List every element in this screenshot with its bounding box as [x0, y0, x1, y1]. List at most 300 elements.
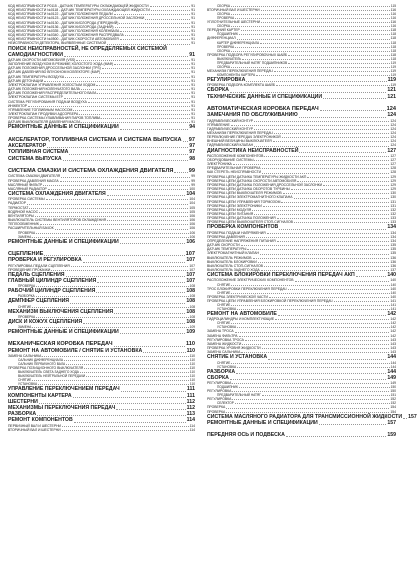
toc-dot-leader: [42, 356, 188, 357]
toc-page-number: 127: [390, 162, 396, 167]
toc-page-number: 106: [189, 213, 195, 218]
toc-dot-leader: [241, 30, 390, 31]
toc-entry-title: СИСТЕМА СМАЗКИ И СИСТЕМА ОХЛАЖДЕНИЯ ДВИГАТЕЛЯ: [8, 167, 174, 174]
toc-dot-leader: [32, 380, 189, 381]
toc-entry-title: ЗАМЕНА: [18, 325, 32, 330]
toc-entry-title: УПРАВЛЕНИЕ: [207, 122, 230, 127]
toc-dot-leader: [242, 344, 389, 345]
toc-dot-leader: [73, 110, 190, 111]
toc-page-number: 119: [390, 68, 396, 73]
toc-page-number: 104: [186, 191, 195, 198]
toc-dot-leader: [239, 387, 390, 388]
toc-page-number: 91: [191, 95, 195, 100]
toc-dot-leader: [246, 237, 390, 238]
toc-entry-title: РАБОЧИЙ ЦИЛИНДР СЦЕПЛЕНИЯ: [8, 288, 96, 295]
toc-dot-leader: [83, 262, 186, 263]
toc-dot-leader: [97, 282, 185, 283]
toc-page-number: 134: [390, 234, 396, 239]
toc-entry-title: ТРОС БЛОКИРОВКИ ПЕРЕКЛЮЧЕНИЯ ПЕРЕДАЧ: [207, 286, 287, 291]
toc-entry-title: ЭЛЕКТРОМАГНИТНЫЙ КЛАПАН: [207, 251, 259, 256]
toc-dot-leader: [261, 10, 390, 11]
toc-entry-title: РЕГУЛИРОВКА: [207, 397, 232, 402]
toc-page-number: 143: [390, 350, 396, 355]
toc-dot-leader: [281, 202, 389, 203]
toc-dot-leader: [267, 233, 390, 234]
toc-entry-title: САМОДИАГНОСТИКИ: [8, 51, 63, 58]
toc-dot-leader: [239, 34, 390, 35]
toc-dot-leader: [233, 164, 390, 165]
toc-entry-title: МЕХАНИЗМ ПЕРЕКЛЮЧЕНИЯ ПЕРЕДАЧ: [207, 68, 273, 73]
toc-entry-title: ТЕХНИЧЕСКИЕ ДАННЫЕ И СПЕЦИФИКАЦИИ: [207, 93, 323, 100]
toc-dot-leader: [231, 305, 389, 306]
toc-dot-leader: [261, 22, 390, 23]
toc-entry-title: ВНЕШНИЙ ВЕЛИЧИНЫ ВЫКЛЮЧАТЕЛЯ: [207, 139, 272, 144]
toc-entry-title: ПЕРВИЧНЫЙ ВАЛ И ШЕСТЕРНИ: [8, 423, 61, 428]
toc-entry-title: ДАТЧИК ПОЛОЖЕНИЯ ДРОССЕЛЬНОЙ ЗАСЛОНКИ (TPS): [8, 66, 101, 71]
toc-dot-leader: [235, 332, 390, 333]
toc-dot-leader: [230, 379, 386, 380]
toc-dot-leader: [241, 245, 390, 246]
toc-dot-leader: [273, 141, 390, 142]
toc-entry-title: КАК СТЕРЕТЬ НЕИСПРАВНОСТИ: [207, 170, 262, 175]
toc-entry-title: СЕЛЕКТОР: [217, 401, 234, 406]
toc-chapter-heading[interactable]: [207, 106, 396, 113]
toc-dot-leader: [115, 27, 191, 28]
toc-dot-leader: [231, 6, 390, 7]
toc-dot-leader: [320, 110, 386, 111]
toc-page-number: 137: [390, 268, 396, 273]
toc-entry-title: ВТОРИЧНЫЙ ВАЛ И ШЕСТЕРНИ: [8, 427, 61, 432]
toc-entry-title: ПЕРЕКЛЮЧЕНИЕ ПЕРЕДАЧ ЭЛЕКТРОНИКОЙ: [207, 135, 281, 140]
toc-entry-title: РЕГУЛИРОВКА ПЕДАЛИ СЦЕПЛЕНИЯ: [8, 263, 70, 268]
toc-page-number: 91: [191, 116, 195, 121]
toc-entry-title: СНЯТИЕ: [217, 282, 231, 287]
toc-chapter-heading[interactable]: [8, 168, 195, 175]
toc-dot-leader: [297, 181, 389, 182]
toc-entry-title: КОД НЕИСПРАВНОСТИ №0136 - ДАТЧИК КИСЛОРОДА (ЗАДНИЙ): [8, 24, 114, 29]
toc-entry-title: ДАТЧИК ПОЛОЖЕНИЯ РАСПРЕДЕЛИТЕЛЬНОГО ВАЛА: [8, 91, 97, 96]
toc-dot-leader: [269, 297, 389, 298]
toc-dot-leader: [230, 92, 386, 93]
toc-page-number: 104: [189, 197, 195, 202]
toc-entry-title: ПРОВЕРКА ЦЕПИ ДАТЧИКА ОБОРОТОВ ТУРБИНЫ: [207, 187, 290, 192]
toc-entry-title: РЕМОНТНЫЕ ДАННЫЕ И СПЕЦИФИКАЦИИ: [207, 419, 318, 426]
toc-entry-title: ЗАМЕЧАНИЯ ПО ОБСЛУЖИВАНИЮ: [207, 112, 298, 119]
toc-page-number: 91: [191, 87, 195, 92]
toc-entry-title: МАСЛЯНЫЙ ФИЛЬТР: [8, 182, 43, 187]
toc-page-number: 99: [191, 178, 195, 183]
toc-entry-title: МЕХАНИЧЕСКАЯ КОРОБКА ПЕРЕДАЧ: [8, 341, 113, 348]
toc-dot-leader: [237, 327, 390, 328]
toc-entry-title: ДЕМПФЕР СЦЕПЛЕНИЯ: [8, 298, 70, 305]
toc-dot-leader: [263, 206, 390, 207]
toc-entry-title: ПРОВЕРКА ЦЕПИ ВЫКЛЮЧАТЕЛЯ РЕЖИМОВ: [207, 191, 282, 196]
toc-page-number: 108: [186, 318, 195, 325]
toc-entry-title: РАСШИРИТЕЛЬНЫЙ БАЧОК: [8, 226, 54, 231]
toc-page-number: 124: [390, 143, 396, 148]
toc-page-number: 110: [189, 370, 195, 375]
toc-page-number: 119: [390, 60, 396, 65]
toc-dot-leader: [120, 31, 190, 32]
toc-entry-title: СБОРКА: [217, 48, 230, 53]
toc-entry-title: КОД НЕИСПРАВНОСТИ №0123 - ДАТЧИК ПОЛОЖЕНИЯ ДРОССЕЛЬНОЙ ЗАСЛОНКИ: [8, 16, 145, 21]
toc-dot-leader: [231, 14, 390, 15]
toc-entry-title: ВЫКЛЮЧАТЕЛЬ РЕЖИМОВ: [207, 255, 252, 260]
toc-entry-title: ПРОВЕРКА ПОДАЧИ НАПРЯЖЕНИЯ: [207, 230, 266, 235]
toc-entry-title: СБОРКА: [217, 4, 230, 8]
toc-dot-leader: [114, 346, 185, 347]
toc-dot-leader: [232, 391, 389, 392]
toc-page-number: 91: [191, 41, 195, 46]
toc-dot-leader: [121, 391, 186, 392]
toc-entry-title: ЭЛЕКТРОКЛАПАН СИСТЕМЫ ЕГР: [8, 95, 63, 100]
toc-page-number: 91: [191, 107, 195, 112]
toc-dot-leader: [145, 19, 190, 20]
toc-page-number: 131: [390, 199, 396, 204]
toc-entry-title: ДИАГНОСТИКА НЕИСПРАВНОСТЕЙ: [207, 147, 299, 154]
toc-dot-leader: [231, 51, 390, 52]
toc-page-number: 135: [390, 251, 396, 256]
toc-entry-title: ВОДЯНОЙ НАСОС: [8, 209, 39, 214]
toc-entry-title: КОД НЕИСПРАВНОСТИ P0115 - ДАТЧИК ТЕМПЕРАТУРЫ ОХЛАЖДАЮЩЕЙ ЖИДКОСТИ: [8, 4, 149, 8]
toc-dot-leader: [231, 293, 389, 294]
toc-dot-leader: [101, 73, 190, 74]
toc-entry-title: РАСПОЛОЖЕНИЕ ЭЛЕКТРИЧЕСКИХ КОМПОНЕНТОВ: [207, 278, 294, 283]
toc-dot-leader: [262, 348, 390, 349]
toc-entry-title: ПРОВЕРКА ЦЕПИ ДАТЧИКА ПОЛОЖЕНИЯ ДРОССЕЛЬНОЙ ЗАСЛОНКИ: [207, 182, 323, 187]
toc-page-number: 106: [189, 226, 195, 231]
toc-dot-leader: [64, 98, 190, 99]
toc-page-number: 136: [390, 259, 396, 264]
toc-entry-title: КОМПОНЕНТЫ КАРТЕРА: [8, 392, 72, 399]
toc-page-number: 144: [390, 360, 396, 365]
toc-dot-leader: [120, 39, 191, 40]
toc-page-number: 129: [390, 178, 396, 183]
toc-entry-title: ЗАМЕНА САЛЬНИКА: [207, 350, 241, 355]
toc-entry-title: КОД НЕИСПРАВНОСТИ №0340 - ДАТЧИК ПОЛОЖЕНИЯ РАСПРЕДВАЛА: [8, 33, 124, 38]
toc-page-number: 114: [189, 427, 195, 432]
toc-entry-title: ТОПЛИВНАЯ СИСТЕМА: [8, 149, 69, 156]
toc-dot-leader: [403, 418, 407, 419]
toc-entry-title: ЗАМЕНА: [18, 234, 32, 239]
toc-page-number: 118: [390, 32, 396, 37]
toc-dot-leader: [119, 23, 190, 24]
toc-page-number: 110: [189, 358, 195, 363]
toc-dot-leader: [80, 372, 189, 373]
toc-page-number: 142: [390, 333, 396, 338]
toc-entry-title: РЕГУЛИРОВКА: [207, 76, 246, 83]
toc-entry-title: ПРОВЕРКА СИСТЕМЫ УЛАВЛИВАНИЯ ПАРОВ ТОПЛИВА: [8, 116, 101, 121]
toc-page-number: 118: [390, 44, 396, 49]
toc-page-number: 108: [189, 284, 195, 289]
toc-entry-title: ДАТЧИК ПОЛОЖЕНИЯ КОЛЕНЧАТОГО ВАЛА: [8, 87, 80, 92]
toc-page-number: 142: [390, 325, 396, 330]
toc-dot-leader: [114, 64, 190, 65]
toc-entry-title: УСТАНОВКА: [217, 364, 237, 369]
toc-page-number: 115: [390, 4, 396, 8]
toc-entry-title: РЕМОНТНЫЕ ДАННЫЕ И СПЕЦИФИКАЦИИ: [8, 329, 119, 336]
toc-dot-leader: [60, 181, 191, 182]
toc-page-number: 124: [390, 126, 396, 131]
toc-page-number: 106: [186, 238, 195, 245]
toc-page-number: 109: [189, 325, 195, 330]
toc-dot-leader: [277, 241, 390, 242]
toc-entry-title: ЭЛЕКТРОКЛАПАН УПРАВЛЕНИЯ ХОЛОСТЫМ ХОДОМ: [8, 82, 96, 87]
toc-entry-title: ДАТЧИК ТЕМПЕРАТУРЫ ВОЗДУХА: [8, 74, 65, 79]
toc-dot-leader: [275, 319, 389, 320]
toc-entry-title: СЦЕПЛЕНИЕ: [8, 250, 44, 257]
toc-dot-leader: [291, 189, 390, 190]
toc-entry-title: ПРОВЕРКА ЭЛЕКТРИЧЕСКОЙ ЧАСТИ: [207, 294, 268, 299]
toc-entry-title: УПРАВЛЕНИЕ ТОПЛИВНЫМ НАСОСОМ: [8, 107, 73, 112]
toc-page-number: 140: [390, 286, 396, 291]
toc-entry-title: ПРОВЕРКА ДАВЛЕНИЯ: [207, 234, 245, 239]
toc-chapter-heading[interactable]: [8, 137, 195, 144]
toc-entry-title: СИСТЕМА БЛОКИРОВКИ ПЕРЕКЛЮЧЕНИЯ ПЕРЕДАЧ АКП: [207, 272, 355, 279]
toc-page-number: 91: [191, 16, 195, 21]
toc-dot-leader: [237, 39, 390, 40]
toc-dot-leader: [83, 323, 185, 324]
toc-dot-leader: [81, 89, 190, 90]
toc-dot-leader: [231, 67, 390, 68]
toc-dot-leader: [231, 323, 389, 324]
toc-page-number: 91: [191, 28, 195, 33]
toc-page-number: 134: [387, 224, 396, 231]
toc-page-number: 143: [390, 341, 396, 346]
toc-dot-leader: [288, 63, 390, 64]
toc-dot-leader: [183, 141, 188, 142]
toc-dot-leader: [39, 212, 188, 213]
toc-page-number: 108: [186, 298, 195, 305]
toc-dot-leader: [61, 177, 190, 178]
toc-page-number: 116: [390, 20, 396, 25]
toc-dot-leader: [299, 117, 387, 118]
toc-page-number: 91: [191, 78, 195, 83]
toc-page-number: 91: [191, 74, 195, 79]
toc-entry-title: ПРОВЕРКА ЦЕПИ МОДУЛЯ: [207, 207, 252, 212]
toc-dot-leader: [264, 266, 389, 267]
toc-page-number: 124: [390, 130, 396, 135]
toc-entry-title: ЗАМЕНА САЛЬНИКА: [8, 354, 42, 359]
toc-dot-leader: [79, 114, 190, 115]
toc-page-number: 91: [191, 12, 195, 17]
toc-dot-leader: [62, 426, 189, 427]
toc-dot-leader: [65, 77, 190, 78]
toc-page-number: 91: [191, 4, 195, 8]
toc-page-number: 114: [189, 423, 195, 428]
toc-entry-title: ЗАМЕНА ФИЛЬТРА: [207, 333, 238, 338]
toc-entry-title: ВЫКЛЮЧАТЕЛЬ СВЕТА ЗАДНЕГО ХОДА: [18, 370, 79, 375]
toc-dot-leader: [242, 59, 390, 60]
toc-entry-title: ВЫКЛЮЧАТЕЛЬ СТОП-СИГНАЛОВ: [207, 263, 263, 268]
toc-entry-title: ИНЖЕКТОР: [8, 103, 28, 108]
toc-entry-title: РАДИАТОР: [8, 201, 26, 206]
toc-dot-leader: [256, 75, 390, 76]
toc-page-number: 149: [390, 380, 396, 385]
toc-chapter-heading[interactable]: [8, 251, 195, 258]
toc-entry-title: РЕГУЛИРОВКА: [207, 389, 232, 394]
toc-entry-title: ПРОВЕРКА ПОДБОРА РЕГУЛИРОВОЧНЫХ ШАЙБ: [207, 52, 288, 57]
toc-entry-title: СНЯТИЕ: [18, 304, 32, 309]
toc-dot-leader: [283, 193, 390, 194]
toc-entry-title: ДИФФЕРЕНЦИАЛ: [207, 36, 236, 41]
toc-page-number: 99: [188, 167, 195, 174]
toc-page-number: 112: [186, 398, 195, 405]
toc-dot-leader: [37, 415, 185, 416]
toc-entry-title: ВЕНТИЛЯТОРЫ: [8, 213, 34, 218]
toc-entry-title: ПЕРЕДНЯЯ ОСЬ И ПОДВЕСКА: [207, 432, 285, 439]
toc-page-number: 141: [390, 303, 396, 308]
toc-entry-title: ПРОВЕРКА: [18, 314, 36, 319]
toc-entry-title: РЕМОНТ НА АВТОМОБИЛЕ: [207, 311, 277, 318]
toc-dot-leader: [125, 35, 190, 36]
toc-dot-leader: [261, 270, 390, 271]
toc-entry[interactable]: [8, 428, 195, 432]
toc-page-number: 133: [390, 216, 396, 221]
toc-page-number: 152: [390, 401, 396, 406]
toc-entry-title: ШЕСТЕРНИ: [8, 398, 38, 405]
toc-entry-title: ПРОВЕРКА: [18, 284, 36, 289]
toc-page-number: 124: [390, 118, 396, 123]
toc-entry-title: ПРОВЕРКА ЦЕПИ ПИТАНИЯ: [207, 211, 254, 216]
toc-page-number: 149: [387, 374, 396, 381]
toc-page-number: 111: [186, 386, 195, 393]
toc-dot-leader: [253, 258, 390, 259]
toc-entry-title: ПЕРЕДНИЙ КАРТЕР: [207, 28, 240, 33]
toc-entry-title: ПРОВЕРКА ЦЕПИ ДАТЧИКА СКОРОСТИ АВТОМОБИЛЯ: [207, 178, 297, 183]
toc-page-number: 141: [390, 298, 396, 303]
toc-dot-leader: [64, 56, 188, 57]
toc-dot-leader: [46, 199, 189, 200]
toc-page-number: 134: [390, 238, 396, 243]
toc-entry-title: КОД НЕИСПРАВНОСТИ №0118 - ДАТЧИК ТЕМПЕРАТУРЫ ОХЛАЖДАЮЩЕЙ ЖИДКОСТИ: [8, 8, 150, 13]
toc-entry-title: ГИДРАВЛИЧЕСКИЙ КОНТУР: [207, 126, 254, 131]
toc-entry-title: ПРОВЕРКА ЦЕПИ ЭЛЕКТРОНИКИ: [207, 203, 262, 208]
toc-dot-leader: [254, 146, 389, 147]
toc-page-number: 140: [390, 294, 396, 299]
toc-dot-leader: [66, 364, 189, 365]
toc-entry-title: СНЯТИЕ: [217, 290, 231, 295]
toc-dot-leader: [235, 403, 390, 404]
toc-page-number: 154: [390, 405, 396, 410]
toc-dot-leader: [254, 129, 389, 130]
toc-page-number: 106: [189, 222, 195, 227]
toc-dot-leader: [286, 436, 387, 437]
toc-entry-title: ТЕПЛООБМЕННИК: [8, 222, 39, 227]
toc-dot-leader: [279, 229, 386, 230]
toc-chapter-heading[interactable]: [8, 341, 195, 348]
toc-page-number: 91: [191, 37, 195, 42]
toc-dot-leader: [231, 26, 390, 27]
toc-dot-leader: [86, 376, 189, 377]
toc-dot-leader: [66, 276, 186, 277]
toc-dot-leader: [32, 237, 188, 238]
toc-entry-title: ПРОВЕРКА: [217, 16, 235, 21]
toc-entry-title: РЕГУЛИРОВКА: [207, 380, 232, 385]
toc-dot-leader: [97, 93, 190, 94]
toc-page-number: 144: [387, 368, 396, 375]
toc-dot-leader: [47, 147, 188, 148]
toc-entry-title: ДАТЧИК СКОРОСТИ: [207, 243, 240, 248]
toc-entry-title: ЗАМЕНА ТРОСА: [207, 329, 234, 334]
toc-entry-title: ПРОВЕРКА: [207, 405, 226, 410]
toc-page-number: 119: [390, 72, 396, 77]
toc-entry-title: КОД НЕИСПРАВНОСТИ №0500 - ДАТЧИК СКОРОСТИ АВТОМОБИЛЯ: [8, 37, 119, 42]
toc-page-number: 142: [390, 329, 396, 334]
toc-entry-title: ГИДРАВЛИЧЕСКИЙ КОНТУР: [207, 118, 254, 123]
toc-page-number: 94: [189, 124, 195, 131]
toc-dot-leader: [64, 360, 189, 361]
toc-page-number: 116: [390, 24, 396, 29]
toc-page-number: 105: [189, 205, 195, 210]
toc-dot-leader: [226, 412, 389, 413]
toc-page-number: 151: [390, 393, 396, 398]
toc-entry-title: СНЯТИЕ И УСТАНОВКА: [207, 354, 268, 361]
toc-page-number: 110: [185, 341, 195, 348]
toc-page-number: 143: [390, 337, 396, 342]
toc-entry-title: ПРЕДВАРИТЕЛЬНЫЙ НАТЯГ ПОДШИПНИКОВ: [217, 60, 288, 65]
toc-dot-leader: [96, 85, 190, 86]
toc-entry-title: УСТАНОВКА: [217, 307, 237, 312]
toc-dot-leader: [237, 309, 390, 310]
toc-page-number: 91: [189, 51, 195, 58]
toc-page-number: 109: [186, 329, 195, 336]
toc-entry-title: СИСТЕМА ОХЛАЖДЕНИЯ ДВИГАТЕЛЯ: [8, 191, 106, 198]
toc-entry-title: ПРОВЕРКА ПОДБОРА КОМПЛЕКТА ШАЙБ: [207, 83, 276, 88]
toc-page-number: 91: [191, 99, 195, 104]
toc-dot-leader: [96, 292, 185, 293]
toc-entry-title: КАРТЕР ДИФФЕРЕНЦИАЛА: [217, 40, 260, 45]
toc-dot-leader: [260, 254, 389, 255]
toc-page-number: 132: [390, 207, 396, 212]
toc-page-number: 91: [191, 82, 195, 87]
toc-entry-title: КОД НЕИСПРАВНОСТИ №0335 - ДАТЧИК ПОЛОЖЕНИЯ КОЛЕНВАЛА: [8, 28, 120, 33]
toc-dot-leader: [36, 317, 188, 318]
toc-section-heading[interactable]: [207, 432, 396, 438]
toc-dot-leader: [237, 367, 390, 368]
toc-entry-title: СИСТЕМА ВЫПУСКА: [8, 155, 62, 162]
toc-page-number: 108: [189, 314, 195, 319]
toc-page-number: 157: [408, 413, 417, 420]
toc-page-number: 150: [390, 385, 396, 390]
toc-page-number: 108: [189, 304, 195, 309]
toc-entry-title: ЭЛЕКТРОНИКА: [207, 162, 232, 167]
toc-dot-leader: [262, 173, 389, 174]
toc-entry-title: РЕМОНТ НА АВТОМОБИЛЕ / СНЯТИЕ И УСТАНОВКА: [8, 347, 143, 354]
toc-dot-leader: [254, 160, 389, 161]
toc-entry-title: УСТАНОВКА: [18, 382, 38, 387]
toc-dot-leader: [246, 81, 386, 82]
toc-dot-leader: [120, 333, 186, 334]
toc-page-number: 110: [186, 347, 195, 354]
toc-page-number: 130: [390, 195, 396, 200]
toc-page-number: 91: [191, 24, 195, 29]
toc-page-number: 98: [189, 155, 195, 162]
toc-dot-leader: [232, 399, 389, 400]
toc-entry-title: СИСТЕМА СМАЗКИ ДВИГАТЕЛЯ: [8, 174, 61, 179]
toc-dot-leader: [63, 160, 189, 161]
toc-dot-leader: [28, 106, 190, 107]
toc-dot-leader: [39, 403, 186, 404]
toc-page-number: 107: [189, 263, 195, 268]
toc-entry-title: ПОИСК НЕИСПРАВНОСТЕЙ, НЕ ОПРЕДЕЛЯЕМЫХ СИСТЕМОЙ: [8, 45, 167, 52]
toc-page-number: 154: [390, 409, 396, 414]
toc-entry-title: ВЫКЛЮЧАТЕЛЬ: [217, 56, 242, 61]
toc-dot-leader: [101, 118, 190, 119]
toc-dot-leader: [232, 383, 389, 384]
toc-entry-title: ПРОВЕРКА И РЕГУЛИРОВКА: [8, 257, 82, 264]
toc-page-number: 144: [390, 364, 396, 369]
